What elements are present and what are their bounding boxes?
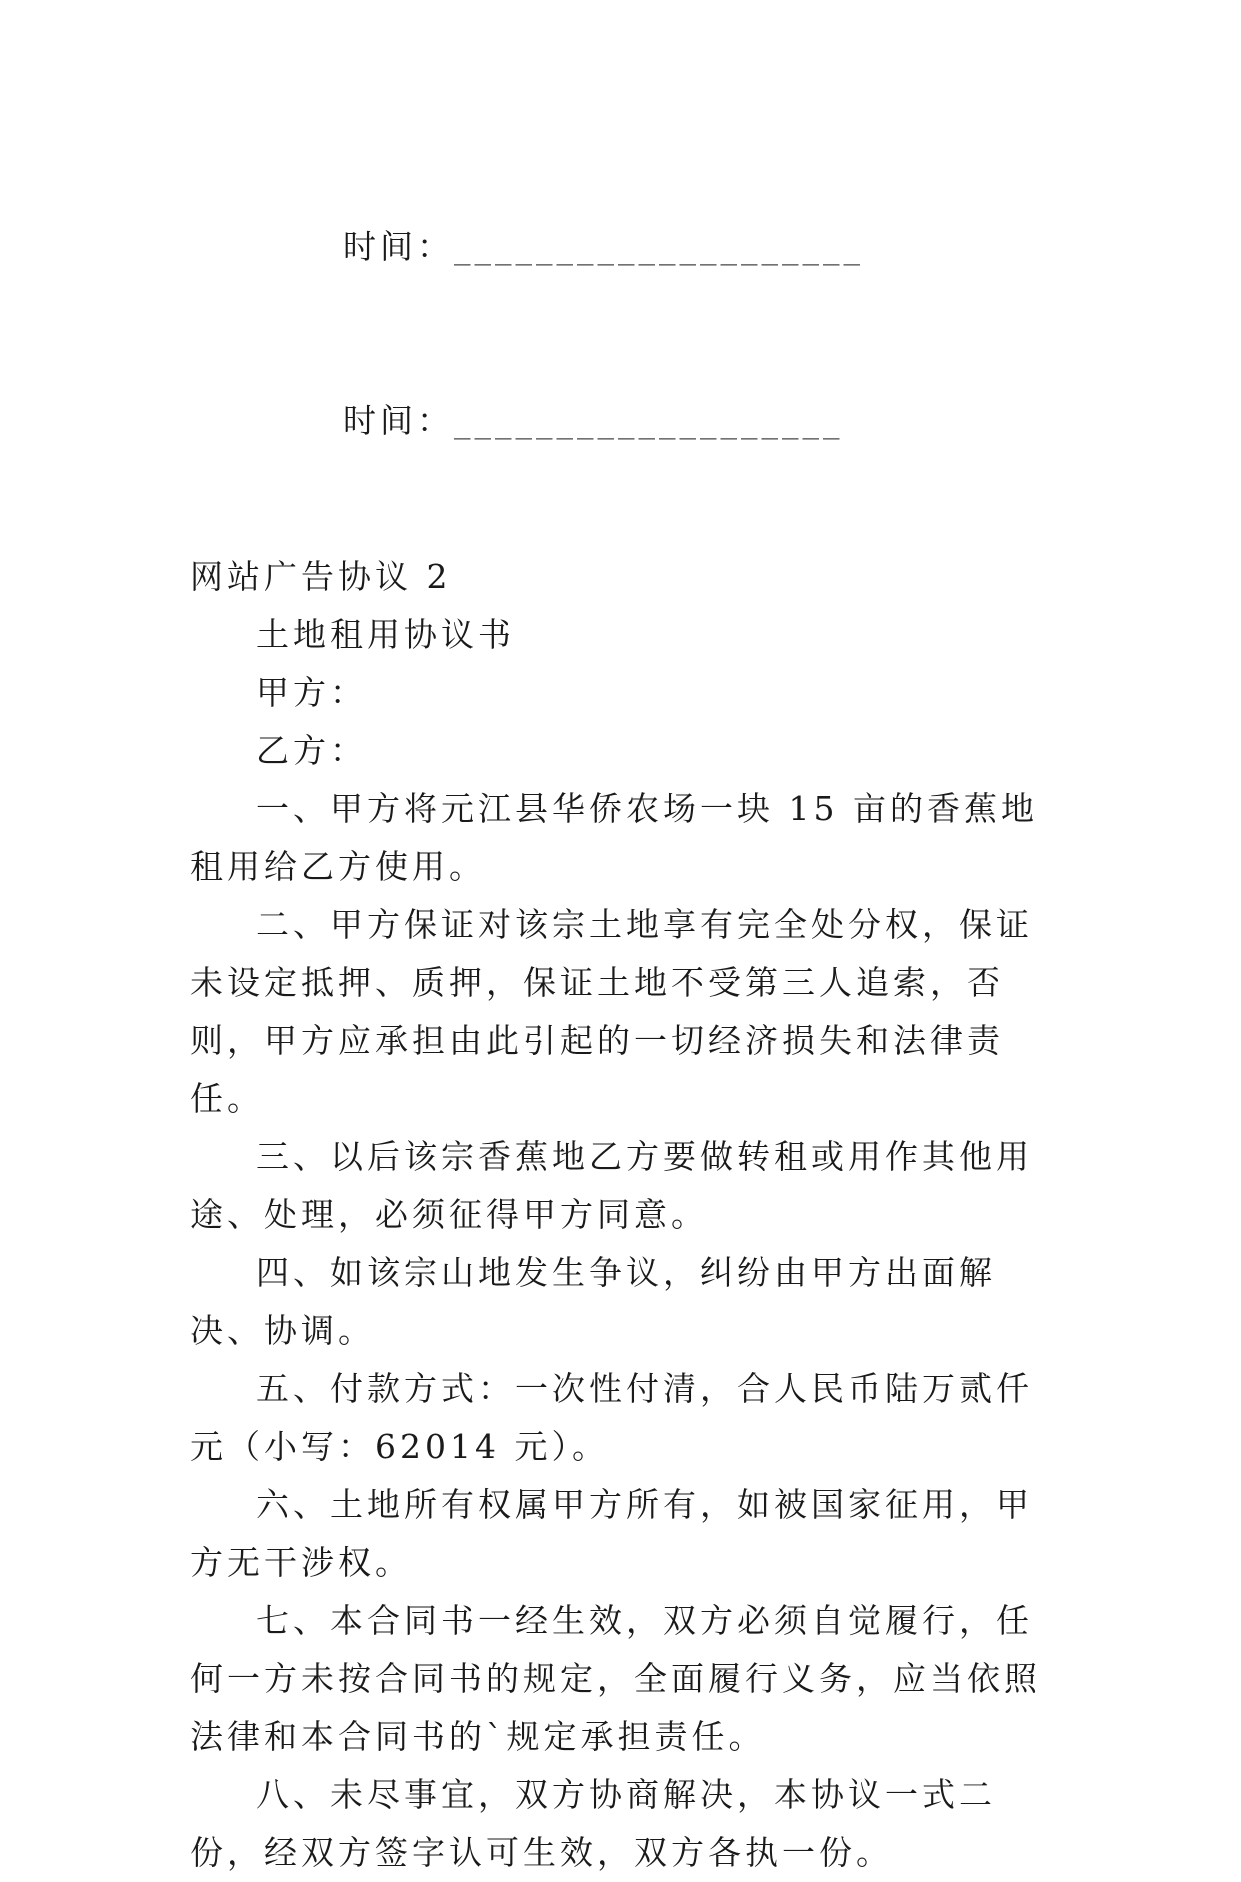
time-line-1	[190, 160, 1055, 334]
party-b-line: 乙方：	[256, 731, 367, 770]
clause-2: 二、甲方保证对该宗土地享有完全处分权，保证未设定抵押、质押，保证土地不受第三人追索，否则，甲方应承担由此引起的一切经济损失和法律责任。	[190, 905, 1033, 1118]
party-a-line: 甲方：	[256, 673, 367, 712]
time-label: 时间：	[342, 227, 454, 266]
clause-6: 六、土地所有权属甲方所有，如被国家征用，甲方无干涉权。	[190, 1485, 1033, 1582]
clause-5: 五、付款方式：一次性付清，合人民币陆万贰仟元（小写：62014 元）。	[190, 1369, 1033, 1466]
time-blank: ___________________	[453, 401, 844, 440]
document-title: 土地租用协议书	[256, 615, 515, 654]
clause-7: 七、本合同书一经生效，双方必须自觉履行，任何一方未按合同书的规定，全面履行义务，应当依照法律和本合同书的`规定承担责任。	[190, 1601, 1041, 1756]
clause-1: 一、甲方将元江县华侨农场一块 15 亩的香蕉地租用给乙方使用。	[190, 789, 1038, 886]
section-title: 网站广告协议 2	[190, 557, 452, 596]
time-label: 时间：	[342, 401, 454, 440]
clause-8: 八、未尽事宜，双方协商解决，本协议一式二份，经双方签字认可生效，双方各执一份。	[190, 1775, 996, 1872]
clause-3: 三、以后该宗香蕉地乙方要做转租或用作其他用途、处理，必须征得甲方同意。	[190, 1137, 1033, 1234]
clause-4: 四、如该宗山地发生争议，纠纷由甲方出面解决、协调。	[190, 1253, 996, 1350]
time-blank: ____________________	[453, 227, 864, 266]
document-body	[190, 160, 1055, 1882]
time-line-2	[190, 334, 1055, 508]
